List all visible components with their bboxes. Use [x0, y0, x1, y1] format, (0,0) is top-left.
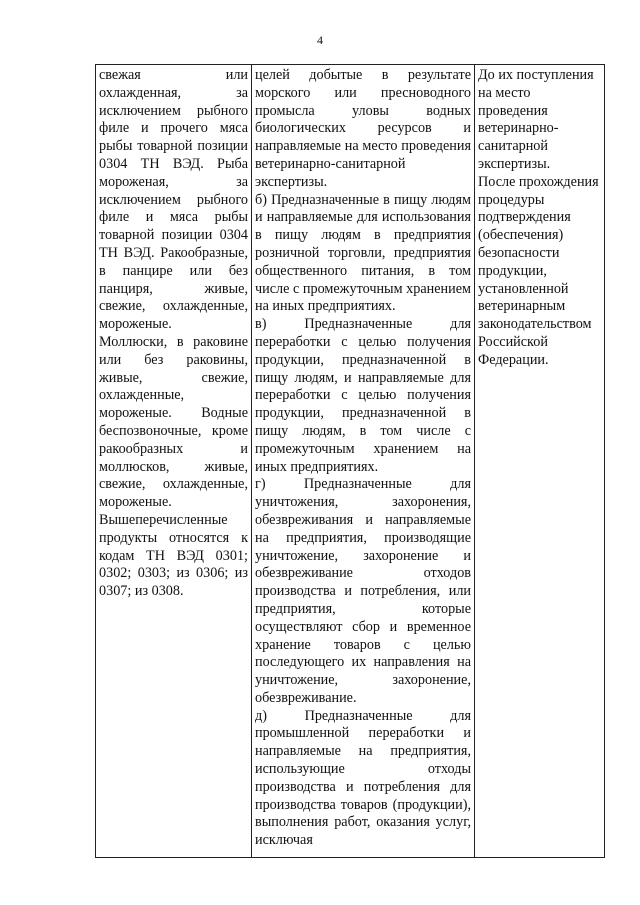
page-number: 4: [317, 33, 323, 47]
timing-paragraph: До их поступления на место проведения ветеринарно-санитарной экспертизы.: [478, 67, 594, 172]
timing-cell: [475, 65, 605, 858]
purpose-paragraph: д) Предназначенные для промышленной переработки и направляемые на предприятия, использующие отходы производства и потребления для производства товаров (продукции), выполнения работ, оказания услуг, исключая: [255, 707, 471, 849]
product-paragraph: Моллюски, в раковине или без раковины, живые, свежие, охлажденные, мороженые. Водные беспозвоночные, кроме ракообразных и моллюсков, живые, свежие, охлажденные, мороженые.: [99, 333, 248, 511]
purpose-paragraph: б) Предназначенные в пищу людям и направляемые для использования в пищу людям в предприятия розничной торговли, предприятия общественного питания, в том числе с промежуточным хранением на иных предприятиях.: [255, 191, 471, 315]
timing-paragraph: После прохождения процедуры подтверждения (обеспечения) безопасности продукции, установленной ветеринарным законодательством Российской Федерации.: [478, 173, 599, 368]
product-paragraph: Вышеперечисленные продукты относятся к кодам ТН ВЭД 0301; 0302; 0303; из 0306; из 0307; из 0308.: [99, 511, 248, 600]
purpose-paragraph: целей добытые в результате морского или пресноводного промысла уловы водных биологических ресурсов и направляемые на место проведения ветеринарно-санитарной экспертизы.: [255, 67, 471, 190]
purpose-cell: [252, 65, 475, 858]
document-table: [95, 64, 605, 858]
purpose-paragraph: в) Предназначенные для переработки с целью получения продукции, предназначенной в пищу людям, и направляемые для переработки с целью получения продукции, предназначенной в пищу людям, в том числе с промежуточным хранением на иных предприятиях.: [255, 316, 471, 475]
table-row: [96, 65, 605, 858]
product-paragraph: свежая или охлажденная, за исключением рыбного филе и прочего мяса рыбы товарной позиции 0304 ТН ВЭД. Рыба мороженая, за исключением рыбного филе и мяса рыбы товарной позиции 0304 ТН ВЭД. Ракообразные, в панцире или без панциря, живые, свежие, охлажденные, мороженые.: [99, 67, 248, 333]
purpose-paragraph: г) Предназначенные для уничтожения, захоронения, обезвреживания и направляемые на предприятия, производящие уничтожение, захоронение и обезвреживание отходов производства и потребления, или предприятия, которые осуществляют сбор и временное хранение товаров с целью последующего их направления на уничтожение, захоронение, обезвреживание.: [255, 476, 471, 706]
product-description-cell: [96, 65, 252, 858]
